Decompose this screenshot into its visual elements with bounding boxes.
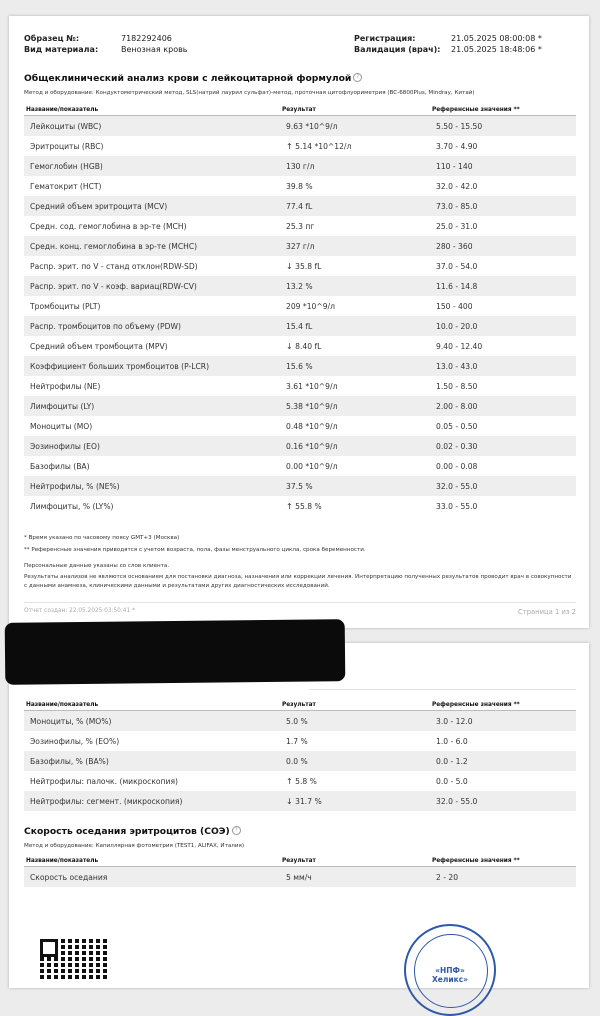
row-result (280, 456, 430, 476)
result-value: 25.3 пг (286, 221, 315, 231)
material-label: Вид материала: (24, 45, 99, 54)
flag-arrow-icon: ↑ (286, 501, 293, 511)
divider (24, 602, 576, 603)
result-value: 209 *10^9/л (286, 301, 335, 311)
validation-value: 21.05.2025 18:48:06 * (451, 45, 542, 54)
result-value: 3.61 *10^9/л (286, 381, 338, 391)
row-result (280, 216, 430, 236)
row-reference: 32.0 - 55.0 (430, 476, 576, 496)
table-row (24, 296, 576, 316)
row-result (280, 156, 430, 176)
row-result (280, 396, 430, 416)
table-row (24, 711, 576, 732)
table-header-row (24, 855, 576, 867)
result-value: 1.7 % (286, 736, 308, 746)
info-icon[interactable]: ? (353, 73, 362, 82)
table-row (24, 751, 576, 771)
report-page-2 (9, 643, 589, 988)
result-value: 327 г/л (286, 241, 315, 251)
cbc-method: Метод и оборудование: Кондуктометрический метод, SLS(натрий лаурил сульфат)-метод, проточная цитофлуориметрия (BC-6800Plus, Mindray, Китай) (24, 90, 475, 96)
row-reference: 0.00 - 0.08 (436, 461, 478, 471)
col-result-header: Результат (280, 104, 430, 116)
table-row (24, 136, 576, 156)
row-name: Нейтрофилы: палочк. (микроскопия) (30, 776, 178, 786)
col-result-header: Результат (280, 699, 430, 711)
row-reference: 1.0 - 6.0 (436, 736, 468, 746)
result-value: 130 г/л (286, 161, 315, 171)
table-row (24, 176, 576, 196)
row-reference: 110 - 140 (430, 156, 576, 176)
col-ref-header: Референсные значения ** (430, 699, 576, 711)
row-name: Нейтрофилы, % (NE%) (24, 476, 280, 496)
row-reference: 0.05 - 0.50 (436, 421, 478, 431)
row-result (280, 791, 430, 811)
result-value: 77.4 fL (286, 201, 313, 211)
row-reference: 0.0 - 5.0 (436, 776, 468, 786)
result-value: 5.14 *10^12/л (295, 141, 352, 151)
row-result (280, 376, 430, 396)
table-row (24, 771, 576, 791)
table-row (24, 456, 576, 476)
footnote-disclaimer: Результаты анализов не являются основанием для постановки диагноза, назначения или коррекции лечения. Интерпретацию полученных результатов проводит врач в совокупности с данными анамнеза, клиническими данными и результатами других диагностических исследований. (24, 574, 572, 589)
row-name: Коэффициент больших тромбоцитов (P-LCR) (24, 356, 280, 376)
esr-title: Скорость оседания эритроцитов (СОЭ) ? (24, 826, 241, 837)
divider (309, 689, 576, 690)
table-header-row (24, 699, 576, 711)
row-reference: 10.0 - 20.0 (430, 316, 576, 336)
table-row (24, 276, 576, 296)
esr-table (24, 855, 576, 887)
row-name: Эозинофилы, % (EO%) (30, 736, 120, 746)
row-reference: 32.0 - 55.0 (430, 791, 576, 811)
row-reference: 33.0 - 55.0 (436, 501, 478, 511)
row-reference: 13.0 - 43.0 (430, 356, 576, 376)
result-value: 0.00 *10^9/л (286, 461, 338, 471)
table-header-row (24, 104, 576, 116)
cbc-title: Общеклинический анализ крови с лейкоцитарной формулой ? (24, 73, 362, 84)
result-value: 5.0 % (286, 716, 308, 726)
table-row (24, 356, 576, 376)
row-name: Базофилы (BA) (30, 461, 90, 471)
row-name: Эритроциты (RBC) (30, 141, 104, 151)
row-result (280, 751, 430, 771)
row-name: Эозинофилы (EO) (24, 436, 280, 456)
validation-label: Валидация (врач): (354, 45, 441, 54)
row-name: Моноциты (MO) (30, 421, 93, 431)
row-result (280, 116, 430, 137)
col-name-header: Название/показатель (24, 855, 280, 867)
row-reference: 3.0 - 12.0 (430, 711, 576, 732)
row-reference: 3.70 - 4.90 (436, 141, 478, 151)
col-result-header: Результат (280, 855, 430, 867)
row-reference: 150 - 400 (436, 301, 473, 311)
row-name: Лимфоциты, % (LY%) (30, 501, 114, 511)
table-row (24, 336, 576, 356)
report-generated: Отчет создан: 22.05.2025 03:50:41 * (24, 608, 135, 614)
flag-arrow-icon: ↑ (286, 141, 293, 151)
cbc-table (24, 104, 576, 516)
table-row (24, 216, 576, 236)
row-reference: 280 - 360 (430, 236, 576, 256)
page-number: Страница 1 из 2 (518, 608, 576, 616)
row-name: Средний объем эритроцита (MCV) (24, 196, 280, 216)
lab-stamp (404, 924, 496, 1016)
row-result (280, 176, 430, 196)
result-value: 5.8 % (295, 776, 317, 786)
result-value: 0.16 *10^9/л (286, 441, 338, 451)
registration-label: Регистрация: (354, 34, 416, 43)
esr-method: Метод и оборудование: Капиллярная фотометрия (TEST1, ALIFAX, Италия) (24, 843, 245, 849)
row-result (280, 496, 430, 516)
row-name: Распр. тромбоцитов по объему (PDW) (24, 316, 280, 336)
row-result (280, 356, 430, 376)
row-reference: 32.0 - 42.0 (436, 181, 478, 191)
row-reference: 37.0 - 54.0 (436, 261, 478, 271)
redaction-block (5, 619, 346, 685)
row-result (280, 436, 430, 456)
table-row (24, 396, 576, 416)
row-name: Тромбоциты (PLT) (30, 301, 101, 311)
row-name: Гематокрит (HCT) (30, 181, 102, 191)
result-value: 15.6 % (286, 361, 313, 371)
result-value: 9.63 *10^9/л (286, 121, 338, 131)
result-value: 35.8 fL (295, 261, 322, 271)
col-name-header: Название/показатель (24, 699, 280, 711)
result-value: 8.40 fL (295, 341, 322, 351)
result-value: 55.8 % (295, 501, 322, 511)
sample-value: 7182292406 (121, 34, 172, 43)
row-name: Базофилы, % (BA%) (24, 751, 280, 771)
row-result (280, 196, 430, 216)
flag-arrow-icon: ↑ (286, 776, 293, 786)
result-value: 5 мм/ч (286, 872, 312, 882)
row-reference: 0.0 - 1.2 (430, 751, 576, 771)
sample-label: Образец №: (24, 34, 80, 43)
flag-arrow-icon: ↓ (286, 341, 293, 351)
info-icon[interactable]: ? (232, 826, 241, 835)
table-row (24, 236, 576, 256)
table-row (24, 156, 576, 176)
row-name: Средн. конц. гемоглобина в эр-те (MCHC) (24, 236, 280, 256)
flag-arrow-icon: ↓ (286, 796, 293, 806)
row-name: Моноциты, % (MO%) (24, 711, 280, 732)
table-row (24, 416, 576, 436)
footnote-personal-data: Персональные данные указаны со слов клиента. (24, 563, 170, 569)
row-reference: 2.00 - 8.00 (430, 396, 576, 416)
footnote-timezone: * Время указано по часовому поясу GMT+3 (Москва) (24, 535, 180, 541)
table-row (24, 791, 576, 811)
row-result (280, 236, 430, 256)
report-page-1 (9, 16, 589, 628)
material-value: Венозная кровь (121, 45, 188, 54)
row-name: Нейтрофилы (NE) (30, 381, 101, 391)
row-result (280, 476, 430, 496)
table-row (24, 256, 576, 276)
row-result (280, 256, 430, 276)
row-result (280, 711, 430, 732)
row-name: Распр. эрит. по V - станд отклон(RDW-SD) (30, 261, 198, 271)
row-name: Скорость оседания (24, 867, 280, 888)
row-reference: 25.0 - 31.0 (436, 221, 478, 231)
row-result (280, 296, 430, 316)
row-name: Лейкоциты (WBC) (24, 116, 280, 137)
table-row (24, 731, 576, 751)
row-name: Средний объем тромбоцита (MPV) (30, 341, 168, 351)
flag-arrow-icon: ↓ (286, 261, 293, 271)
row-reference: 9.40 - 12.40 (436, 341, 483, 351)
result-value: 5.38 *10^9/л (286, 401, 338, 411)
row-result (280, 136, 430, 156)
row-reference: 11.6 - 14.8 (430, 276, 576, 296)
qr-code[interactable] (40, 939, 108, 979)
row-reference: 0.02 - 0.30 (430, 436, 576, 456)
table-row (24, 196, 576, 216)
row-result (280, 771, 430, 791)
result-value: 37.5 % (286, 481, 313, 491)
row-reference: 5.50 - 15.50 (430, 116, 576, 137)
row-name: Нейтрофилы: сегмент. (микроскопия) (24, 791, 280, 811)
col-name-header: Название/показатель (24, 104, 280, 116)
result-value: 31.7 % (295, 796, 322, 806)
table-row (24, 436, 576, 456)
row-result (280, 731, 430, 751)
row-result (280, 316, 430, 336)
row-result (280, 276, 430, 296)
row-name: Гемоглобин (HGB) (24, 156, 280, 176)
row-result (280, 867, 430, 888)
row-result (280, 416, 430, 436)
row-name: Распр. эрит. по V - коэф. вариац(RDW-CV) (24, 276, 280, 296)
registration-value: 21.05.2025 08:00:08 * (451, 34, 542, 43)
footnote-reference: ** Референсные значения приводятся с учетом возраста, пола, фазы менструального цикла, срока беременности. (24, 547, 366, 553)
col-ref-header: Референсные значения ** (430, 855, 576, 867)
stamp-text: «НПФ» Хеликс» (432, 966, 468, 984)
row-reference: 2 - 20 (430, 867, 576, 888)
result-value: 0.0 % (286, 756, 308, 766)
row-reference: 1.50 - 8.50 (436, 381, 478, 391)
result-value: 13.2 % (286, 281, 313, 291)
row-reference: 73.0 - 85.0 (430, 196, 576, 216)
col-ref-header: Референсные значения ** (430, 104, 576, 116)
table-row (24, 867, 576, 888)
result-value: 39.8 % (286, 181, 313, 191)
row-name: Лимфоциты (LY) (24, 396, 280, 416)
result-value: 0.48 *10^9/л (286, 421, 338, 431)
table-row (24, 376, 576, 396)
row-result (280, 336, 430, 356)
result-value: 15.4 fL (286, 321, 313, 331)
row-name: Средн. сод. гемоглобина в эр-те (MCH) (30, 221, 187, 231)
cbc-continued-table (24, 699, 576, 811)
table-row (24, 496, 576, 516)
table-row (24, 316, 576, 336)
table-row (24, 116, 576, 137)
table-row (24, 476, 576, 496)
